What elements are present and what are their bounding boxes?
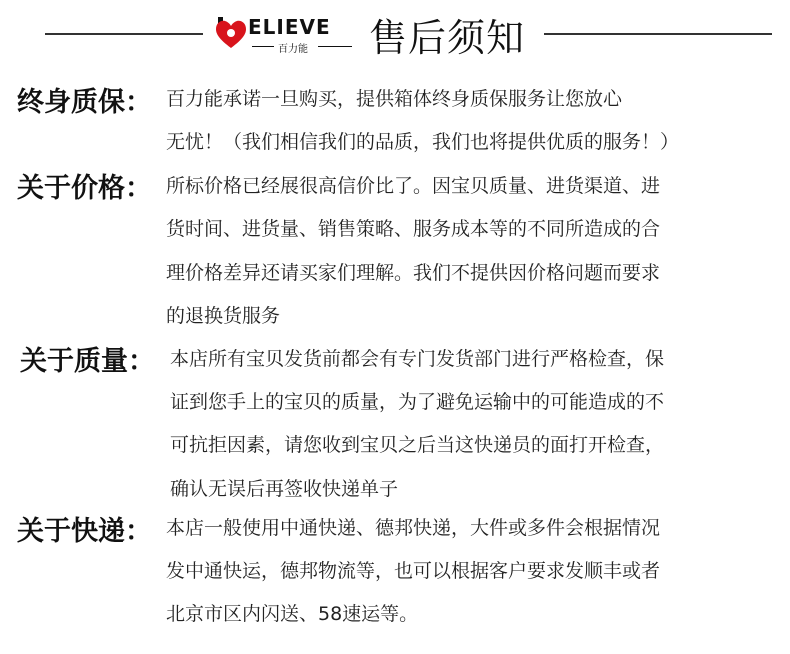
section-text-line: 可抗拒因素，请您收到宝贝之后当这快递员的面打开检查，	[170, 434, 665, 456]
section-text-line: 理价格差异还请买家们理解。我们不提供因价格问题而要求	[166, 262, 661, 284]
header-divider-right	[544, 33, 772, 35]
section-label: 终身质保：	[17, 87, 152, 118]
section-text-line: 北京市区内闪送、58速运等。	[166, 603, 419, 625]
header-divider-left	[45, 33, 203, 35]
brand-wordmark: ELIEVE	[248, 15, 331, 39]
section-label: 关于价格：	[17, 173, 152, 204]
section-text-line: 本店一般使用中通快递、德邦快递，大件或多件会根据情况	[166, 517, 661, 539]
logo-sub-divider	[318, 46, 352, 47]
section-text-line: 确认无误后再签收快递单子	[170, 478, 399, 500]
logo-sub-divider	[252, 46, 274, 47]
section-text-line: 发中通快运，德邦物流等，也可以根据客户要求发顺丰或者	[166, 560, 661, 582]
brand-logo	[216, 14, 356, 54]
section-text-line: 所标价格已经展很高信价比了。因宝贝质量、进货渠道、进	[166, 175, 661, 197]
section-text-line: 百力能承诺一旦购买，提供箱体终身质保服务让您放心	[166, 88, 623, 110]
section-text-line: 的退换货服务	[166, 305, 281, 327]
heart-b-logo-icon	[216, 17, 246, 49]
section-text-line: 货时间、进货量、销售策略、服务成本等的不同所造成的合	[166, 218, 661, 240]
brand-subtext: 百力能	[278, 44, 308, 55]
section-text-line: 本店所有宝贝发货前都会有专门发货部门进行严格检查，保	[170, 348, 665, 370]
section-text-line: 证到您手上的宝贝的质量，为了避免运输中的可能造成的不	[170, 391, 665, 413]
page-header	[0, 0, 790, 70]
section-label: 关于快递：	[17, 516, 152, 547]
section-text-line: 无忧！（我们相信我们的品质，我们也将提供优质的服务！）	[166, 131, 680, 153]
page-title: 售后须知	[369, 16, 526, 60]
section-label: 关于质量：	[20, 346, 155, 377]
